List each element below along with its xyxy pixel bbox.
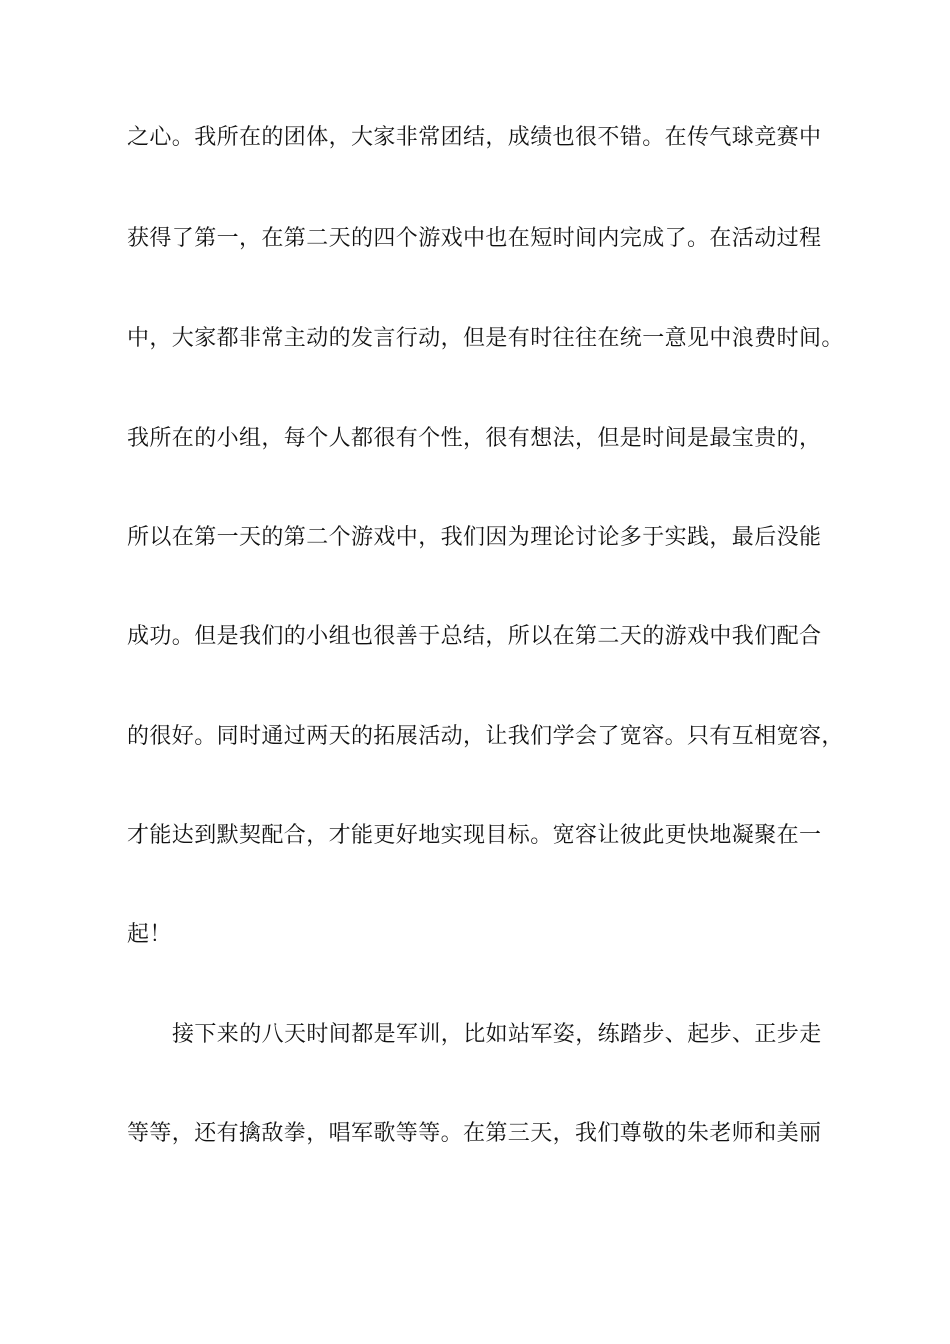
- text-line: 才能达到默契配合，才能更好地实现目标。宽容让彼此更快地凝聚在一: [127, 823, 822, 848]
- text-line: 等等，还有擒敌拳，唱军歌等等。在第三天，我们尊敬的朱老师和美丽: [127, 1121, 822, 1146]
- paragraph-first-line: 接下来的八天时间都是军训，比如站军姿，练踏步、起步、正步走: [172, 1022, 822, 1047]
- text-line: 获得了第一，在第二天的四个游戏中也在短时间内完成了。在活动过程: [127, 226, 822, 251]
- text-line: 成功。但是我们的小组也很善于总结，所以在第二天的游戏中我们配合: [127, 624, 822, 649]
- text-line: 起！: [127, 922, 172, 947]
- text-line: 的很好。同时通过两天的拓展活动，让我们学会了宽容。只有互相宽容，: [127, 724, 844, 749]
- text-line: 所以在第一天的第二个游戏中，我们因为理论讨论多于实践，最后没能: [127, 525, 822, 550]
- text-line: 中，大家都非常主动的发言行动，但是有时往往在统一意见中浪费时间。: [127, 326, 844, 351]
- text-line: 之心。我所在的团体，大家非常团结，成绩也很不错。在传气球竞赛中: [127, 125, 822, 150]
- text-line: 我所在的小组，每个人都很有个性，很有想法，但是时间是最宝贵的，: [127, 426, 822, 451]
